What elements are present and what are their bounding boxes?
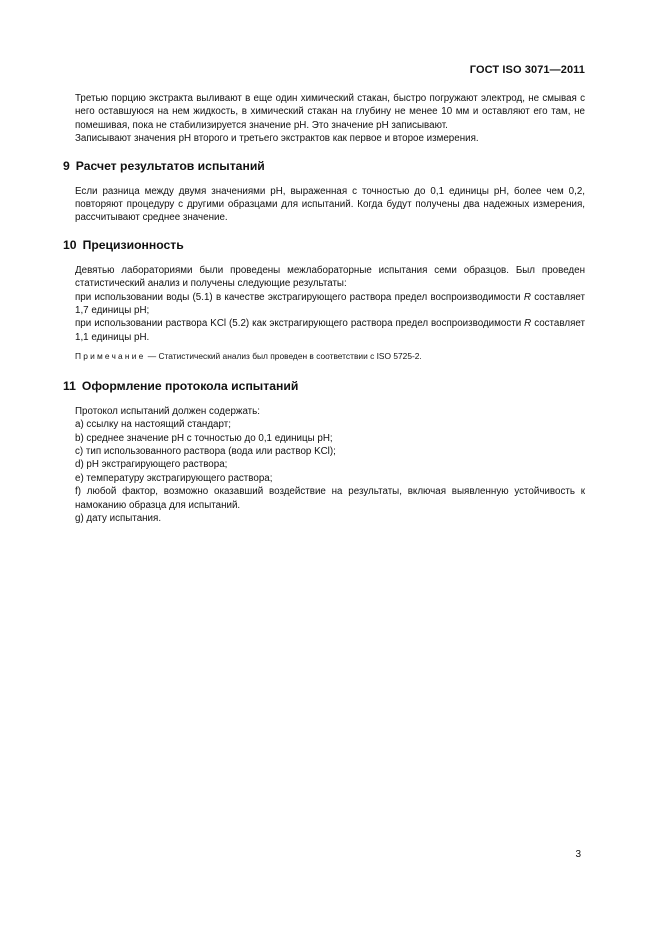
paragraph bbox=[75, 132, 585, 145]
paragraph-text: Девятью лабораториями были проведены межлабораторные испытания семи образцов. Был проведен статистический анализ и получены следующие результаты: bbox=[75, 264, 585, 290]
list-item: f) любой фактор, возможно оказавший воздействие на результаты, включая выявленную устойчивость к намоканию образца для испытаний. bbox=[75, 486, 585, 511]
variable-r: R bbox=[524, 318, 532, 330]
paragraph-text: составляет 1,7 единицы рН; bbox=[75, 291, 586, 317]
paragraph bbox=[75, 185, 585, 225]
paragraph bbox=[75, 92, 585, 132]
section-title: Расчет результатов испытаний bbox=[75, 158, 265, 173]
paragraph-text: Третью порцию экстракта выливают в еще один химический стакан, быстро погружают электрод, не смывая с него оставшуюся на нем жидкость, в химический стакан на глубину не менее 10 мм и оставляют его там, не помешивая, пока не стабилизируется значение рН. Это значение рН записывают. bbox=[75, 93, 585, 131]
list-intro: Протокол испытаний должен содержать: bbox=[75, 405, 260, 417]
section-heading bbox=[63, 238, 585, 253]
paragraph-text: Если разница между двумя значениями рН, выраженная с точностью до 0,1 единицы рН, более чем 0,2, повторяют процедуру с другими образцами для испытаний. Когда будут получены два надежных измерения, рассчитывают среднее значение. bbox=[75, 185, 585, 224]
document-code-header: ГОСТ ISO 3071—2011 bbox=[469, 64, 585, 76]
paragraph-text: при использовании раствора KCl (5.2) как экстрагирующего раствора предел воспроизводимости bbox=[75, 318, 525, 330]
protocol-list bbox=[75, 405, 585, 526]
paragraph bbox=[75, 291, 585, 318]
section-title: Прецизионность bbox=[82, 237, 184, 252]
paragraph bbox=[75, 317, 585, 344]
page-content bbox=[63, 92, 586, 525]
section-number: 9 bbox=[63, 158, 70, 173]
list-item: d) рН экстрагирующего раствора; bbox=[75, 459, 228, 471]
paragraph bbox=[75, 264, 585, 291]
list-item: e) температуру экстрагирующего раствора; bbox=[75, 472, 273, 484]
paragraph-text: Записывают значения рН второго и третьего экстрактов как первое и второе измерения. bbox=[75, 133, 479, 145]
note-text: — Статистический анализ был проведен в соответствии с ISO 5725-2. bbox=[145, 351, 422, 362]
variable-r: R bbox=[523, 291, 531, 303]
section-number: 11 bbox=[63, 378, 76, 393]
section-title: Оформление протокола испытаний bbox=[81, 378, 299, 393]
section-number: 10 bbox=[63, 237, 77, 252]
note bbox=[75, 350, 585, 363]
list-item: g) дату испытания. bbox=[75, 512, 162, 524]
list-item: b) среднее значение рН с точностью до 0,1 единицы рН; bbox=[75, 432, 333, 444]
paragraph-text: составляет 1,1 единицы рН. bbox=[75, 318, 585, 343]
note-label: Примечание bbox=[75, 351, 146, 362]
section-heading bbox=[63, 379, 585, 394]
page-number: 3 bbox=[575, 849, 581, 860]
list-item: a) ссылку на настоящий стандарт; bbox=[75, 419, 231, 431]
section-heading bbox=[63, 159, 585, 174]
list-item: c) тип использованного раствора (вода или раствор KCl); bbox=[75, 445, 336, 457]
paragraph-text: при использовании воды (5.1) в качестве экстрагирующего раствора предел воспроизводимости bbox=[75, 291, 524, 303]
